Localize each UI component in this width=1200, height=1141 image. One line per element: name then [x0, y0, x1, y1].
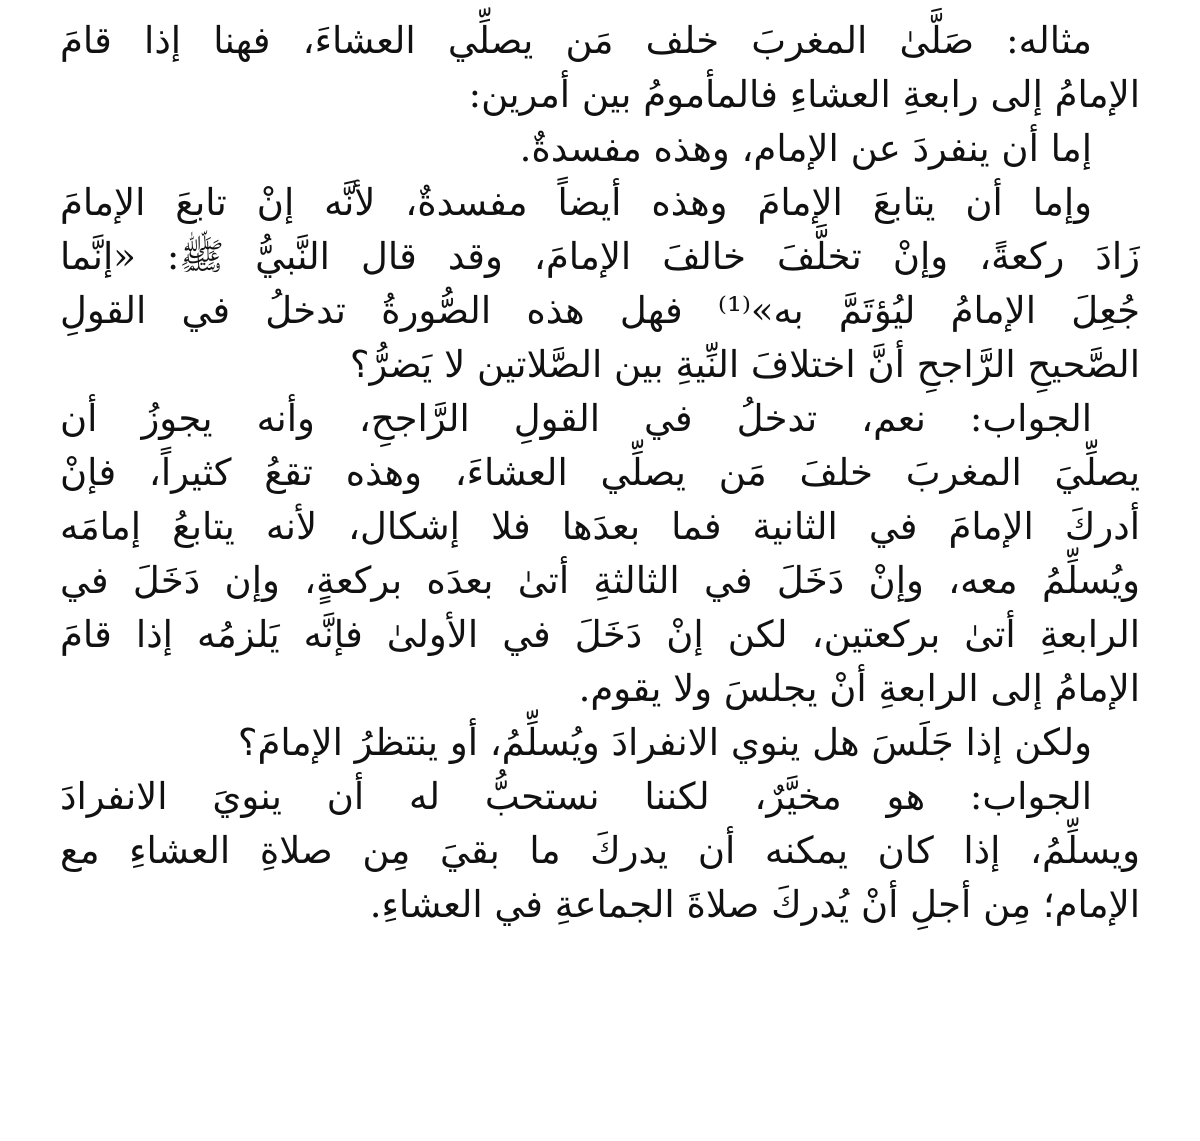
paragraph-answer-two — [60, 770, 1140, 932]
text-line: جُعِلَ الإمامُ ليُؤتَمَّ به»⁽¹⁾ فهل هذه الصُّورةُ تدخلُ في القولِ — [60, 289, 1140, 332]
text-line: الجواب: نعم، تدخلُ في القولِ الرَّاجحِ، وأنه يجوزُ أن — [60, 397, 1092, 440]
text-line: يصلِّيَ المغربَ خلفَ مَن يصلِّي العشاءَ، وهذه تقعُ كثيراً، فإنْ — [60, 451, 1140, 494]
text-line: مثاله: صَلَّىٰ المغربَ خلف مَن يصلِّي العشاءَ، فهنا إذا قامَ — [60, 19, 1092, 62]
paragraph-option-one — [60, 122, 1140, 176]
paragraph-answer-one — [60, 392, 1140, 716]
text-line: ويُسلِّمُ معه، وإنْ دَخَلَ في الثالثةِ أتىٰ بعدَه بركعةٍ، وإن دَخَلَ في — [60, 559, 1140, 602]
document-page — [60, 14, 1140, 932]
paragraph-example — [60, 14, 1140, 122]
text-line: الجواب: هو مخيَّرٌ، لكننا نستحبُّ له أن ينويَ الانفرادَ — [60, 775, 1092, 818]
text-line: الإمامُ إلى رابعةِ العشاءِ فالمأمومُ بين أمرين: — [468, 73, 1140, 116]
text-line: الصَّحيحِ الرَّاجحِ أنَّ اختلافَ النِّيةِ بين الصَّلاتين لا يَضرُّ؟ — [349, 343, 1140, 386]
text-line: الإمام؛ مِن أجلِ أنْ يُدركَ صلاةَ الجماعةِ في العشاءِ. — [369, 883, 1140, 926]
text-line: أدركَ الإمامَ في الثانية فما بعدَها فلا إشكال، لأنه يتابعُ إمامَه — [60, 505, 1140, 548]
paragraph-question — [60, 716, 1140, 770]
text-line: ويسلِّمُ، إذا كان يمكنه أن يدركَ ما بقيَ مِن صلاةِ العشاءِ مع — [60, 829, 1140, 872]
text-line: زَادَ ركعةً، وإنْ تخلَّفَ خالفَ الإمامَ، وقد قال النَّبيُّ ﷺ: «إنَّما — [60, 235, 1140, 278]
text-line: ولكن إذا جَلَسَ هل ينوي الانفرادَ ويُسلِّمُ، أو ينتظرُ الإمامَ؟ — [237, 721, 1092, 764]
paragraph-option-two — [60, 176, 1140, 392]
text-line: وإما أن يتابعَ الإمامَ وهذه أيضاً مفسدةٌ، لأنَّه إنْ تابعَ الإمامَ — [60, 181, 1092, 224]
text-line: الإمامُ إلى الرابعةِ أنْ يجلسَ ولا يقوم. — [578, 667, 1140, 710]
text-line: الرابعةِ أتىٰ بركعتين، لكن إنْ دَخَلَ في الأولىٰ فإنَّه يَلزمُه إذا قامَ — [60, 613, 1140, 656]
text-line: إما أن ينفردَ عن الإمام، وهذه مفسدةٌ. — [519, 127, 1092, 170]
